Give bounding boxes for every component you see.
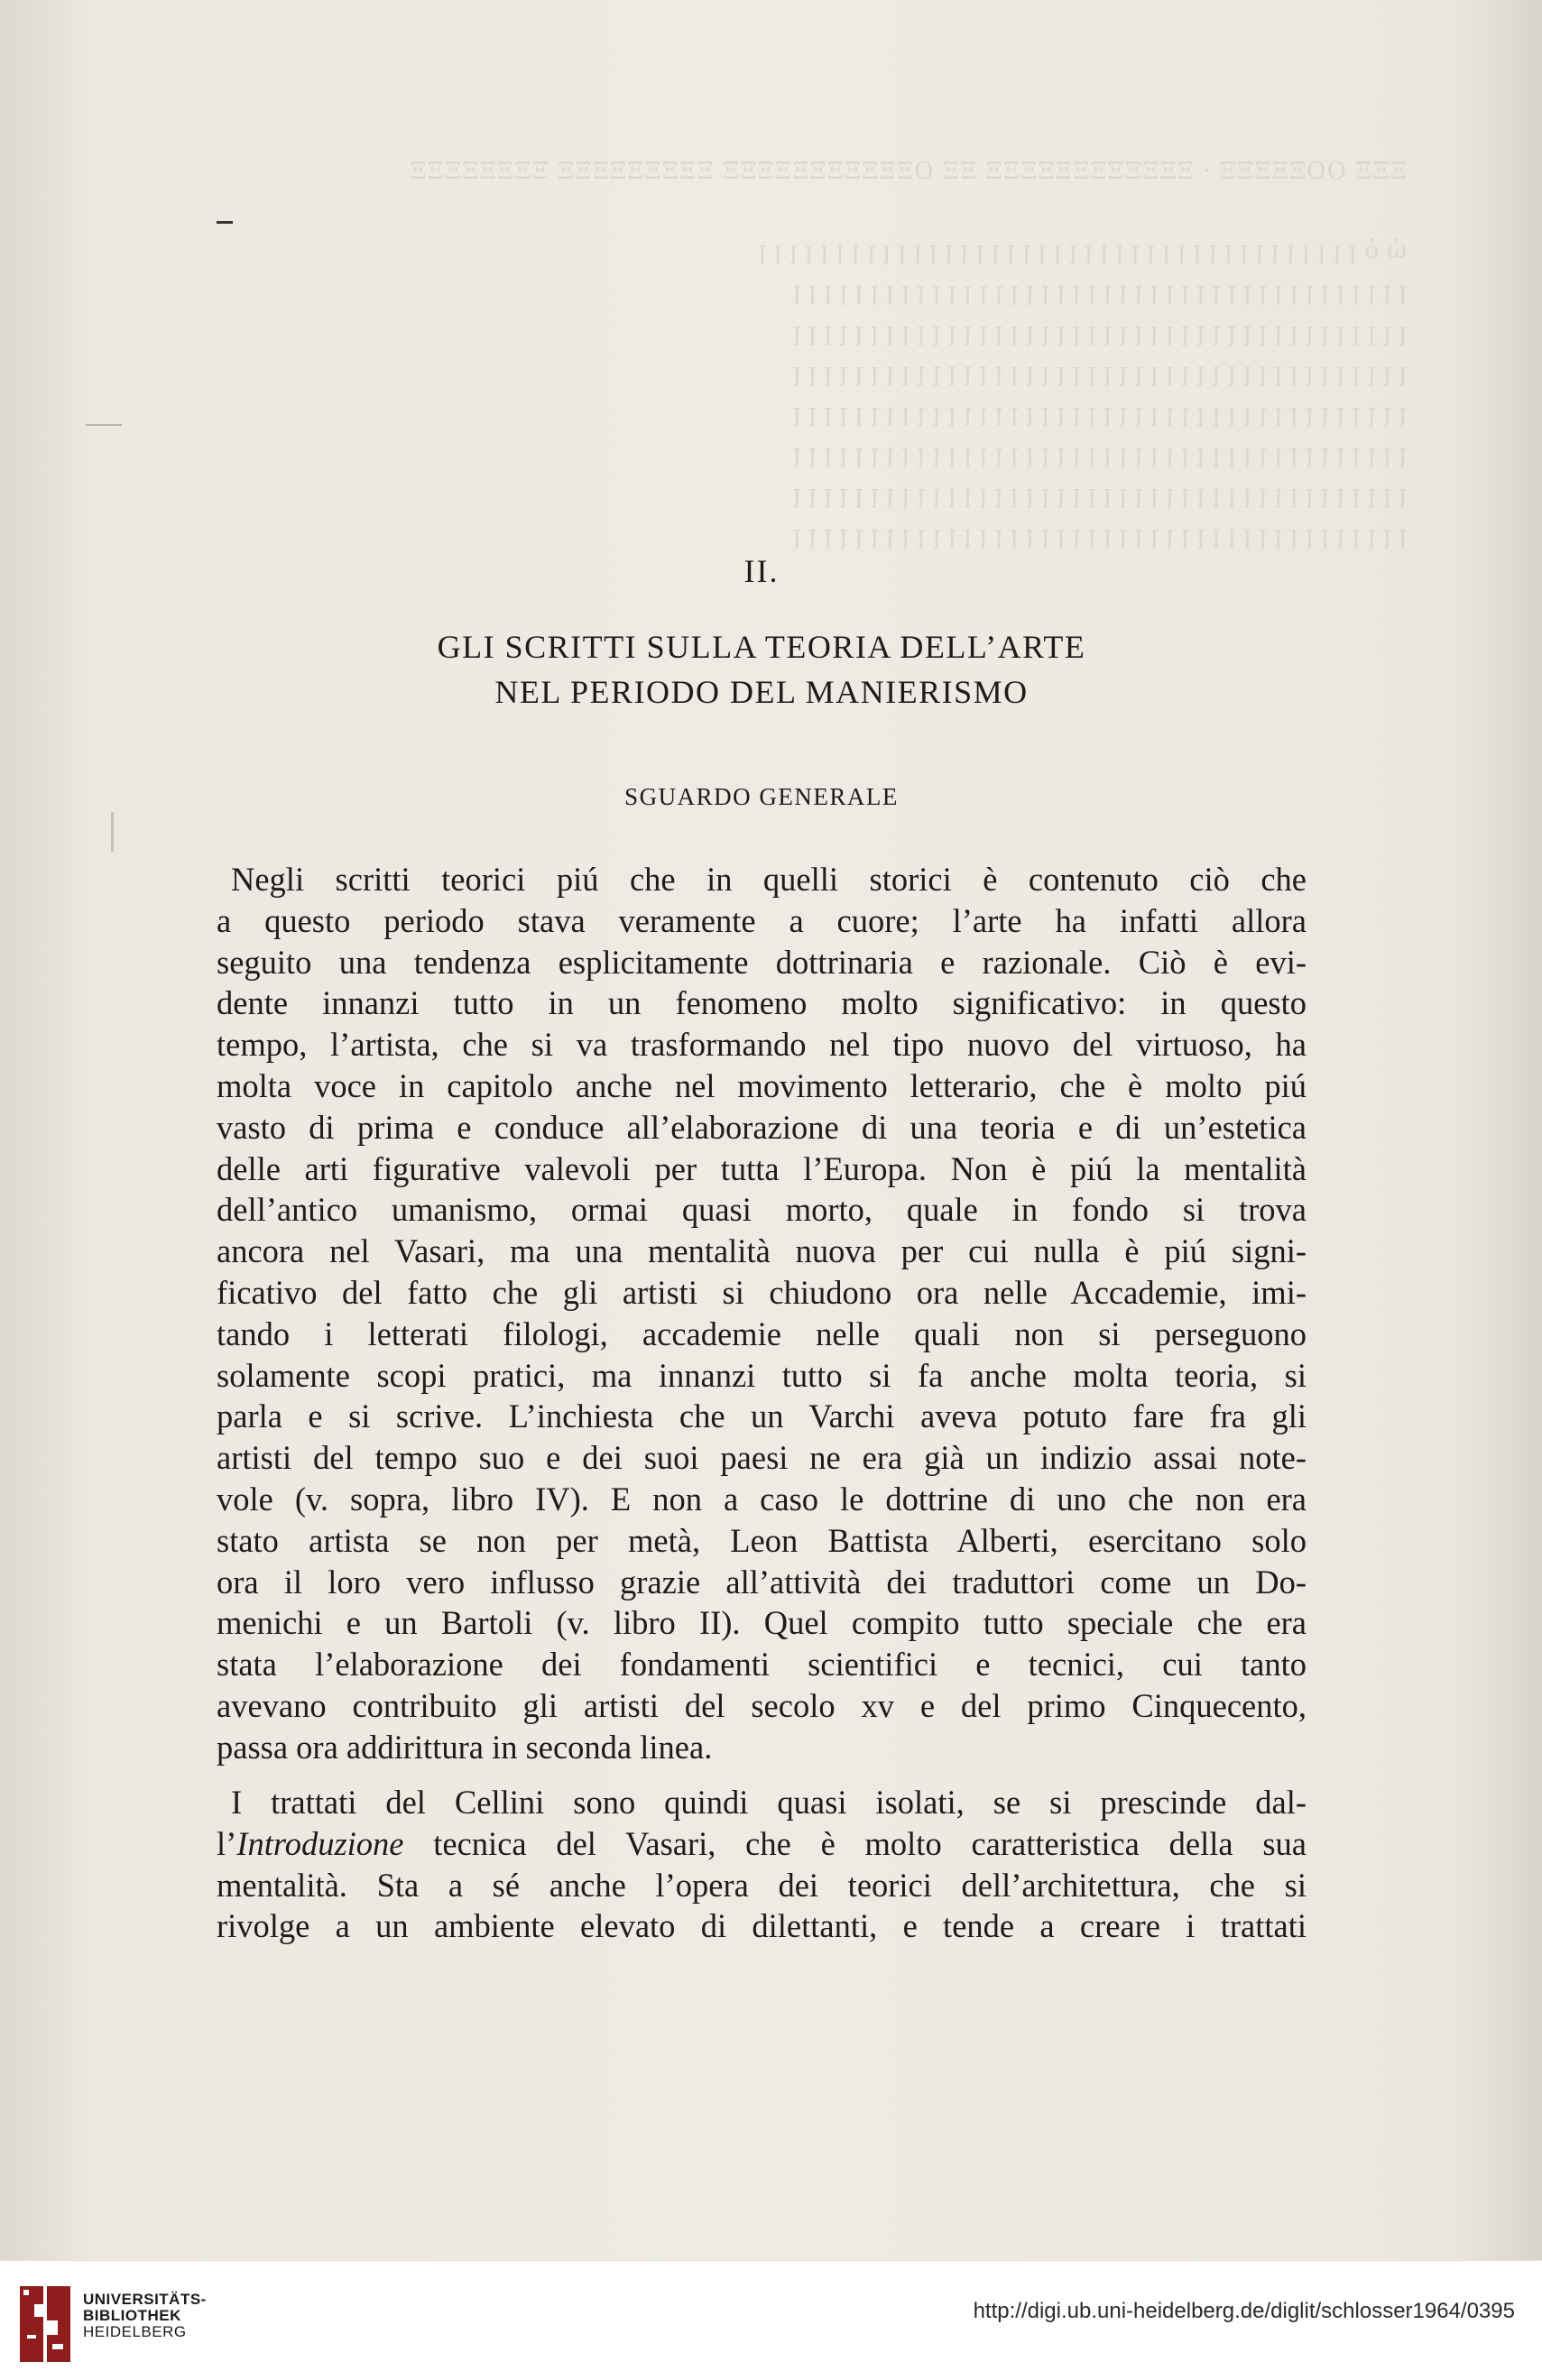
chapter-number: II.: [743, 553, 780, 589]
text-line: vole (v. sopra, libro IV). E non a caso le dottrine di uno che non era: [217, 1480, 1307, 1517]
italic-work-title: Introduzione: [236, 1824, 404, 1862]
text-line: delle arti figurative valevoli per tutta l’Europa. Non è piú la mentalità: [217, 1149, 1307, 1187]
text-line: dell’antico umanismo, ormai quasi morto, quale in fondo si trova: [217, 1191, 1307, 1229]
chapter-title-line: NEL PERIODO DEL MANIERISMO: [494, 674, 1029, 710]
library-name-line: UNIVERSITÄTS-: [83, 2291, 207, 2308]
university-library-logo-icon: [16, 2281, 74, 2367]
text-line: mentalità. Sta a sé anche l’opera dei teorici dell’architettura, che si: [217, 1866, 1307, 1904]
library-name-line: HEIDELBERG: [83, 2323, 187, 2340]
printer-mark-dash: [217, 221, 233, 224]
text-line: molta voce in capitolo anche nel movimento letterario, che è molto piú: [217, 1066, 1307, 1104]
section-heading: SGUARDO GENERALE: [624, 783, 899, 810]
paragraph-1: [217, 859, 1307, 1768]
chapter-title-line: GLI SCRITTI SULLA TEORIA DELL’ARTE: [437, 629, 1086, 665]
library-name: [83, 2292, 207, 2340]
text-line: stata l’elaborazione dei fondamenti scientifici e tecnici, cui tanto: [217, 1646, 1307, 1684]
margin-bracket-mark: [111, 812, 114, 852]
reverse-side-bleed-body: ὠ ὁ ꞁ ꞁ ꞁ ꞁ ꞁ ꞁ ꞁ ꞁ ꞁ ꞁ ꞁ ꞁ ꞁ ꞁ ꞁ ꞁ ꞁ ꞁ ꞁ ꞁ ꞁ ꞁ ꞁ ꞁ ꞁ ꞁ ꞁ ꞁ ꞁ ꞁ ꞁ ꞁ ꞁ ꞁ ꞁ ꞁ ꞁ ꞁ ꞁ ꞁ ꞁ ꞁ ꞁ ꞁ ꞁ ꞁ ꞁ ꞁ ꞁ ꞁ ꞁ ꞁ ꞁ ꞁ ꞁ ꞁ ꞁ ꞁ ꞁ ꞁ ꞁ ꞁ ꞁ ꞁ ꞁ ꞁ ꞁ ꞁ ꞁ ꞁ ꞁ ꞁ ꞁ ꞁ ꞁ ꞁ ꞁ ꞁ ꞁ ꞁ ꞁ ꞁ ꞁ ꞁ ꞁ ꞁ ꞁ ꞁ ꞁ ꞁ ꞁ ꞁ ꞁ ꞁ ꞁ ꞁ ꞁ ꞁ ꞁ ꞁ ꞁ ꞁ ꞁ ꞁ ꞁ ꞁ ꞁ ꞁ ꞁ ꞁ ꞁ ꞁ ꞁ ꞁ ꞁ ꞁ ꞁ ꞁ ꞁ ꞁ ꞁ ꞁ ꞁ ꞁ ꞁ ꞁ ꞁ ꞁ ꞁ ꞁ ꞁ ꞁ ꞁ ꞁ ꞁ ꞁ ꞁ ꞁ ꞁ ꞁ ꞁ ꞁ ꞁ ꞁ ꞁ ꞁ ꞁ ꞁ ꞁ ꞁ ꞁ ꞁ ꞁ ꞁ ꞁ ꞁ ꞁ ꞁ ꞁ ꞁ ꞁ ꞁ ꞁ ꞁ ꞁ ꞁ ꞁ ꞁ ꞁ ꞁ ꞁ ꞁ ꞁ ꞁ ꞁ ꞁ ꞁ ꞁ ꞁ ꞁ ꞁ ꞁ ꞁ ꞁ ꞁ ꞁ ꞁ ꞁ ꞁ ꞁ ꞁ ꞁ ꞁ ꞁ ꞁ ꞁ ꞁ ꞁ ꞁ ꞁ ꞁ ꞁ ꞁ ꞁ ꞁ ꞁ ꞁ ꞁ ꞁ ꞁ ꞁ ꞁ ꞁ ꞁ ꞁ ꞁ ꞁ ꞁ ꞁ ꞁ ꞁ ꞁ ꞁ ꞁ ꞁ ꞁ ꞁ ꞁ ꞁ ꞁ ꞁ ꞁ ꞁ ꞁ ꞁ ꞁ ꞁ ꞁ ꞁ ꞁ ꞁ ꞁ ꞁ ꞁ ꞁ ꞁ ꞁ ꞁ ꞁ ꞁ ꞁ ꞁ ꞁ ꞁ ꞁ ꞁ ꞁ ꞁ ꞁ ꞁ ꞁ ꞁ ꞁ ꞁ ꞁ ꞁ ꞁ ꞁ ꞁ ꞁ ꞁ ꞁ ꞁ ꞁ ꞁ ꞁ ꞁ ꞁ ꞁ ꞁ ꞁ ꞁ ꞁ ꞁ ꞁ ꞁ ꞁ ꞁ ꞁ ꞁ ꞁ ꞁ ꞁ ꞁ ꞁ ꞁ ꞁ ꞁ ꞁ ꞁ ꞁ ꞁ ꞁ ꞁ ꞁ ꞁ ꞁ ꞁ ꞁ ꞁ ꞁ ꞁ ꞁ ꞁ ꞁ ꞁ ꞁ ꞁ ꞁ: [758, 236, 1407, 549]
text-line: I trattati del Cellini sono quindi quasi isolati, se si prescinde dal-: [231, 1784, 1307, 1821]
text-line-with-italic: [217, 1823, 1307, 1865]
source-url-link[interactable]: http://digi.ub.uni-heidelberg.de/diglit/schlosser1964/0395: [973, 2299, 1515, 2323]
text-line: a questo periodo stava veramente a cuore; l’arte ha infatti allora: [217, 901, 1307, 939]
digitization-footer: [0, 2260, 1542, 2380]
reverse-side-bleed-header: ΞΞΞ ΟΟΞΞΞΞΞ · ΞΞΞΞΞΞΞΞΞΞΞΞ ΞΞ ΟΞΞΞΞΞΞΞΞΞΞΞ ΞΞΞΞΞΞΞΞΞ ΞΞΞΞΞΞΞΞ: [409, 158, 1407, 185]
text-line: vasto di prima e conduce all’elaborazione di una teoria e di un’estetica: [217, 1108, 1307, 1146]
text-fragment: tecnica del Vasari, che è molto caratteristica della sua: [403, 1824, 1307, 1862]
text-line: dente innanzi tutto in un fenomeno molto significativo: in questo: [217, 984, 1307, 1022]
text-line: ancora nel Vasari, ma una mentalità nuova per cui nulla è piú signi-: [217, 1232, 1307, 1270]
text-line: parla e si scrive. L’inchiesta che un Varchi aveva potuto fare fra gli: [217, 1398, 1307, 1435]
text-line: solamente scopi pratici, ma innanzi tutto si fa anche molta teoria, si: [217, 1356, 1307, 1394]
text-line-last: passa ora addirittura in seconda linea.: [217, 1728, 713, 1766]
text-line: tando i letterati filologi, accademie nelle quali non si perseguono: [217, 1315, 1307, 1352]
chapter-title: [217, 624, 1307, 715]
text-line: ficativo del fatto che gli artisti si chiudono ora nelle Accademie, imi-: [217, 1273, 1307, 1311]
text-line: menichi e un Bartoli (v. libro II). Quel compito tutto speciale che era: [217, 1604, 1307, 1642]
margin-mark: [86, 424, 122, 426]
text-line: seguito una tendenza esplicitamente dottrinaria e razionale. Ciò è evi-: [217, 943, 1307, 981]
text-line: avevano contribuito gli artisti del secolo xv e del primo Cinquecento,: [217, 1686, 1307, 1724]
text-line: Negli scritti teorici piú che in quelli storici è contenuto ciò che: [231, 861, 1307, 898]
paragraph-2: [217, 1782, 1307, 1947]
library-name-line: BIBLIOTHEK: [83, 2307, 181, 2324]
text-line: tempo, l’artista, che si va trasformando nel tipo nuovo del virtuoso, ha: [217, 1026, 1307, 1064]
text-line: ora il loro vero influsso grazie all’attività dei traduttori come un Do-: [217, 1563, 1307, 1601]
text-fragment: l’: [217, 1824, 237, 1862]
text-line: stato artista se non per metà, Leon Battista Alberti, esercitano solo: [217, 1521, 1307, 1559]
text-line: rivolge a un ambiente elevato di dilettanti, e tende a creare i trattati: [217, 1907, 1307, 1945]
text-line: artisti del tempo suo e dei suoi paesi ne era già un indizio assai note-: [217, 1439, 1307, 1477]
